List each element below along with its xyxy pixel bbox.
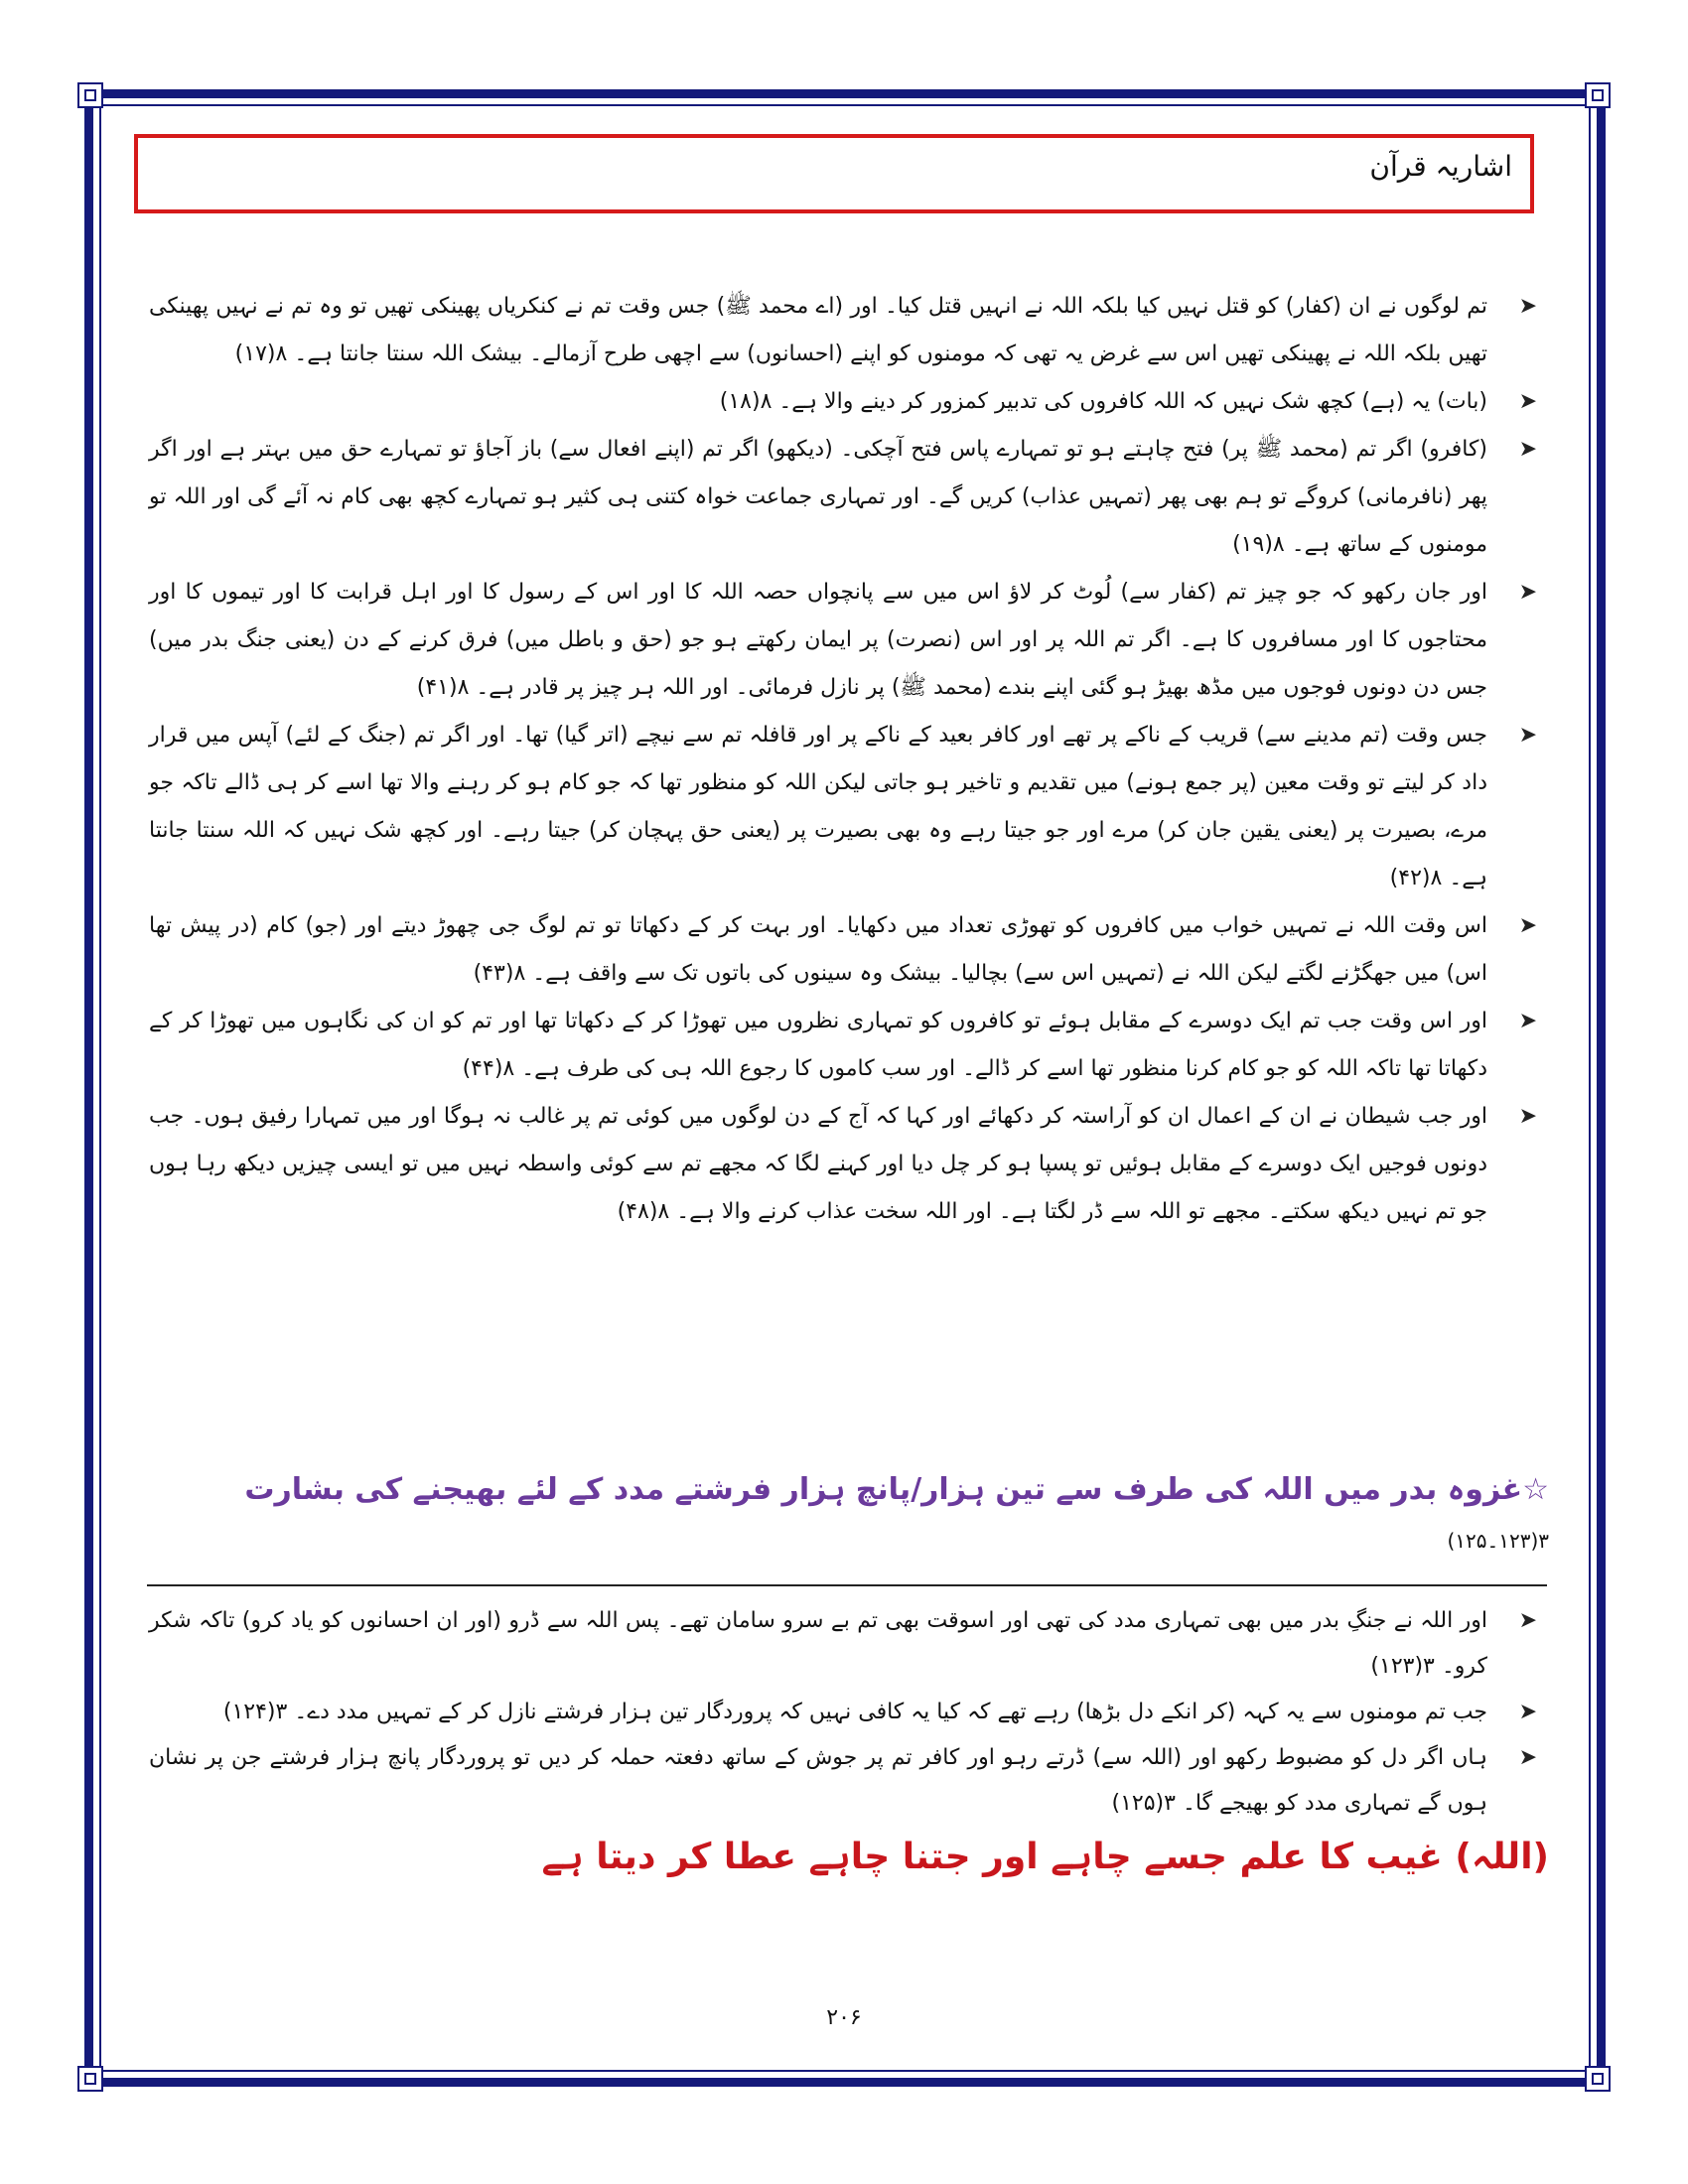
arrow-bullet-icon: ➤ [1518,1700,1537,1724]
arrow-bullet-icon: ➤ [1518,1009,1537,1033]
page-number: ۲۰۶ [826,2005,862,2030]
list-item [149,378,1549,426]
corner-ornament-top-left [77,82,103,108]
verse-text: (بات) یہ (ہے) کچھ شک نہیں کہ اللہ کافروں کی تدبیر کمزور کر دینے والا ہے۔ ۸(۱۸) [719,389,1487,414]
arrow-bullet-icon: ➤ [1518,580,1537,605]
verse-text: اس وقت اللہ نے تمہیں خواب میں کافروں کو تھوڑی تعداد میں دکھایا۔ اور بہت کر کے دکھاتا تو تم لوگ جی چھوڑ دیتے اور (جو) کام (در پیش تھا اس) میں جھگڑنے لگتے لیکن اللہ نے (تمہیں اس سے) بچالیا۔ بیشک وہ سینوں کی باتوں تک سے واقف ہے۔ ۸(۴۳) [149,913,1487,986]
corner-ornament-bottom-right [1585,2066,1611,2092]
arrow-bullet-icon: ➤ [1518,1608,1537,1633]
page-title: اشاریہ قرآن [1369,150,1512,183]
verse-list-part2 [149,1598,1549,1827]
list-item [149,1690,1549,1735]
verse-list-part1 [149,283,1549,1236]
list-item [149,1598,1549,1690]
list-item [149,426,1549,569]
verse-text: جس وقت (تم مدینے سے) قریب کے ناکے پر تھے اور کافر بعید کے ناکے پر اور قافلہ تم سے نیچے (اتر گیا) تھا۔ اور اگر تم (جنگ کے لئے) آپس میں قرار داد کر لیتے تو وقت معین (پر جمع ہونے) میں تقدیم و تاخیر ہو جاتی لیکن اللہ کو منظور تھا کہ جو کام ہو کر رہنے والا تھا اسے کر ہی ڈالے تاکہ جو مرے، بصیرت پر (یعنی یقین جان کر) مرے اور جو جیتا رہے وہ بھی بصیرت پر (یعنی حق پہچان کر) جیتا رہے۔ اور کچھ شک نہیں کہ اللہ سنتا جانتا ہے۔ ۸(۴۲) [149,723,1487,890]
arrow-bullet-icon: ➤ [1518,389,1537,414]
verse-text: (کافرو) اگر تم (محمد ﷺ پر) فتح چاہتے ہو تو تمہارے پاس فتح آچکی۔ (دیکھو) اگر تم (اپنے افعال سے) باز آجاؤ تو تمہارے حق میں بہتر ہے اور اگر پھر (نافرمانی) کروگے تو ہم بھی پھر (تمہیں عذاب) کریں گے۔ اور تمہاری جماعت خواہ کتنی ہی کثیر ہو تمہارے کچھ بھی کام نہ آئے گی اور اللہ تو مومنوں کے ساتھ ہے۔ ۸(۱۹) [149,437,1487,557]
verse-text: اور اللہ نے جنگِ بدر میں بھی تمہاری مدد کی تھی اور اسوقت بھی تم بے سرو سامان تھے۔ پس اللہ سے ڈرو (اور ان احسانوں کو یاد کرو) تاکہ شکر کرو۔ ۳(۱۲۳) [149,1608,1487,1679]
arrow-bullet-icon: ➤ [1518,723,1537,748]
section-heading: ☆غزوہ بدر میں اللہ کی طرف سے تین ہزار/پانچ ہزار فرشتے مدد کے لئے بھیجنے کی بشارت [244,1472,1549,1507]
list-item [149,998,1549,1093]
arrow-bullet-icon: ➤ [1518,913,1537,938]
section-divider [147,1584,1547,1586]
arrow-bullet-icon: ➤ [1518,1745,1537,1770]
arrow-bullet-icon: ➤ [1518,294,1537,319]
header-box [134,134,1534,213]
list-item [149,1093,1549,1236]
section-reference: ۳(۱۲۳۔۱۲۵) [1447,1529,1549,1553]
verse-text: تم لوگوں نے ان (کفار) کو قتل نہیں کیا بلکہ اللہ نے انہیں قتل کیا۔ اور (اے محمد ﷺ) جس وقت تم نے کنکریاں پھینکی تھیں تو وہ تم نے نہیں پھینکی تھیں بلکہ اللہ نے پھینکی تھیں اس سے غرض یہ تھی کہ مومنوں کو اپنے (احسانوں) سے اچھی طرح آزمالے۔ بیشک اللہ سنتا جانتا ہے۔ ۸(۱۷) [149,294,1487,366]
verse-text: ہاں اگر دل کو مضبوط رکھو اور (اللہ سے) ڈرتے رہو اور کافر تم پر جوش کے ساتھ دفعتہ حملہ کر دیں تو پروردگار پانچ ہزار فرشتے جن پر نشان ہوں گے تمہاری مدد کو بھیجے گا۔ ۳(۱۲۵) [149,1745,1487,1816]
arrow-bullet-icon: ➤ [1518,1104,1537,1129]
list-item [149,1735,1549,1827]
verse-text: اور جان رکھو کہ جو چیز تم (کفار سے) لُوٹ کر لاؤ اس میں سے پانچواں حصہ اللہ کا اور اس کے رسول کا اور اہل قرابت کا اور تیموں کا اور محتاجوں کا اور مسافروں کا ہے۔ اگر تم اللہ پر اور اس (نصرت) پر ایمان رکھتے ہو جو (حق و باطل میں) فرق کرنے کے دن (یعنی جنگ بدر میں) جس دن دونوں فوجوں میں مڈھ بھیڑ ہو گئی اپنے بندے (محمد ﷺ) پر نازل فرمائی۔ اور اللہ ہر چیز پر قادر ہے۔ ۸(۴۱) [149,580,1487,700]
list-item [149,569,1549,712]
highlight-heading: (اللہ) غیب کا علم جسے چاہے اور جتنا چاہے عطا کر دیتا ہے [541,1837,1549,1877]
arrow-bullet-icon: ➤ [1518,437,1537,462]
list-item [149,283,1549,378]
corner-ornament-top-right [1585,82,1611,108]
list-item [149,712,1549,902]
list-item [149,902,1549,998]
corner-ornament-bottom-left [77,2066,103,2092]
verse-text: جب تم مومنوں سے یہ کہہ (کر انکے دل بڑھا) رہے تھے کہ کیا یہ کافی نہیں کہ پروردگار تین ہزار فرشتے نازل کر کے تمہیں مدد دے۔ ۳(۱۲۴) [222,1700,1487,1724]
verse-text: اور اس وقت جب تم ایک دوسرے کے مقابل ہوئے تو کافروں کو تمہاری نظروں میں تھوڑا کر کے دکھاتا تھا اور تم کو ان کی نگاہوں میں تھوڑا کر کے دکھاتا تھا تاکہ اللہ کو جو کام کرنا منظور تھا اسے کر ڈالے۔ اور سب کاموں کا رجوع اللہ ہی کی طرف ہے۔ ۸(۴۴) [149,1009,1487,1081]
verse-text: اور جب شیطان نے ان کے اعمال ان کو آراستہ کر دکھائے اور کہا کہ آج کے دن لوگوں میں کوئی تم پر غالب نہ ہوگا اور میں تمہارا رفیق ہوں۔ جب دونوں فوجیں ایک دوسرے کے مقابل ہوئیں تو پسپا ہو کر چل دیا اور کہنے لگا کہ مجھے تم سے کوئی واسطہ نہیں میں تو ایسی چیزیں دیکھ رہا ہوں جو تم نہیں دیکھ سکتے۔ مجھے تو اللہ سے ڈر لگتا ہے۔ اور اللہ سخت عذاب کرنے والا ہے۔ ۸(۴۸) [149,1104,1487,1224]
